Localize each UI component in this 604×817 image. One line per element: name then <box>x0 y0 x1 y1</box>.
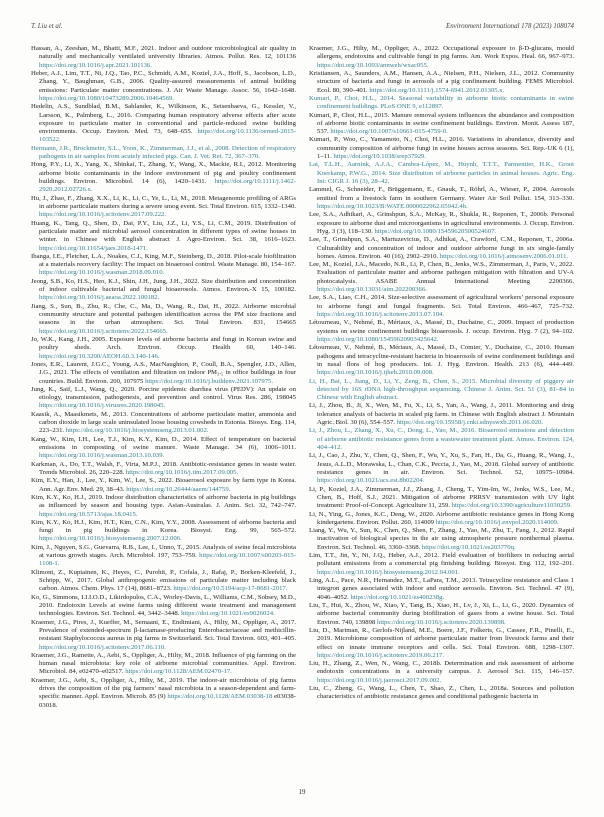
doi-link[interactable]: https://doi.org/10.5194/acp-17-8681-2017. <box>173 585 288 593</box>
doi-link[interactable]: https://doi.org/10.1111/j.1462-2920.2012.02726.x. <box>39 178 296 194</box>
reference-item <box>31 386 296 411</box>
doi-link[interactable]: https://doi.org/10.5713/ajas.18.0415. <box>39 510 138 518</box>
reference-text: Hu, J., Zhao, F., Zhang, X.X., Li, K., Li, C., Ye, L., Li, M., 2018. Metagenomic profiling of ARGs in airborne particulate matters during a severe smog event. Sci. Total Environ. 615, 1332–1340. <box>31 194 296 210</box>
doi-link[interactable]: https://doi.org/10.1016/j.biosystemseng.2012.04.001. <box>317 568 460 576</box>
reference-item <box>31 477 296 494</box>
doi-link[interactable]: https://doi.org/10.1016/j.ijheh.2010.09.008. <box>317 369 434 377</box>
doi-link[interactable]: https://doi.org/10.1016/j.buildenv.2021.107975. <box>145 377 274 385</box>
doi-link[interactable]: https://doi.org/10.1016/j.apr.2021.101136. <box>39 61 152 69</box>
reference-text: Lee, T., Grinshpun, S.A., Martuzevicius, D., Adhikai, A., Crawford, C.M., Reponen, T., 2006a. Culturability and concentration of indoor and outdoor airborne fungi in six single-family homes. Atmos. Environ. 40 (16), 2902–2910. <box>309 236 574 260</box>
doi-link[interactable]: https://doi.org/10.1128/AEM.03038-18 <box>167 693 273 701</box>
reference-text: Liu, D., Mariman, R., Gerlofs-Nijland, M.E., Boere, J.F., Folkerts, G., Cassee, F.R., Pinelli, E., 2019. Microbiome composition of airborne particulate matter from livestock farms and their effect on innate immune receptors and cells. Sci. Total Environ. 688, 1298–1307. <box>309 626 574 651</box>
reference-text: Jiang, S., Sun, B., Zhu, R., Che, C., Ma, D., Wang, R., Dai, H., 2022. Airborne microbial community structure and potential pathogen identification across the PM size fractions and seasons in the urban atmosphere. Sci. Total Environ. 831, 154665 <box>31 302 296 327</box>
reference-item <box>309 294 574 319</box>
reference-item <box>309 527 574 552</box>
reference-item <box>309 627 574 660</box>
doi-link[interactable]: https://doi.org/10.1016/j.tim.2017.09.005. <box>125 468 239 476</box>
reference-link[interactable]: Lai, T.L.H., Aarnink, A.J.A., Cambra-López, M., Huynh, T.T.T., Parmentier, H.K., Groot Koerkamp, P.W.G., 2014. Size distribution of airborne particles in animal houses. Agric. Eng. Int: CIGR J. 16 (3), 28–42. <box>309 161 574 185</box>
reference-item <box>31 195 296 220</box>
reference-item <box>31 677 296 710</box>
reference-item <box>309 186 574 211</box>
reference-text: Ling, A.L., Pace, N.R., Hernandez, M.T., LaPara, T.M., 2013. Tetracycline resistance and Class 1 integron genes associated with indoor and outdoor aerosols. Environ. Sci. Technol. 47 (9), 4046–4052. <box>309 577 574 601</box>
reference-item <box>31 336 296 361</box>
reference-text: Kraemer, J.G., Ramette, A., Aebi, S., Oppliger, A., Hilty, M., 2018. Influence of pig farming on the human nasal microbiota: key role of airborne microbial communities. Appl. Environ. Microbiol. 84, e02470–e02517. <box>31 651 296 676</box>
doi-link[interactable]: https://doi.org/10.1016/j.wasman.2018.09.010. <box>39 269 165 277</box>
doi-link[interactable]: https://doi.org/10.1128/AEM.02470-17. <box>125 668 232 676</box>
doi-link[interactable]: https://doi.org/10.1016/j.jaerosci.2017.09.002. <box>317 676 442 684</box>
reference-columns <box>31 45 574 710</box>
reference-text: Liu, C., Zheng, G., Wang, L., Chen, T., Shao, Z., Chen, L., 2018a. Sources and pollution characteristics of antibiotic resistance genes and conditional pathogenic bacteria in <box>309 685 574 701</box>
reference-text: Li, J., Zhou, B., Ji, X., Wen, M., Fu, X., Li, S., Yan, A., Wang, J., 2011. Monitoring and drug tolerance analysis of bacteria in scaled pig farm. in Chinese with English abstract J. Mountain Agric. Biol. 30 (6), 554–557. <box>309 402 574 427</box>
reference-text: Lee, S.A., Liao, C.H., 2014. Size-selective assessment of agricultural workers’ personal exposure to airborne fungi and fungal fragments. Sci. Total Environ. 466–467, 725–732. <box>309 294 574 310</box>
reference-text: Kang, W., Kim, I.H., Lee, T.J., Kim, K.Y., Kim, D., 2014. Effect of temperature on bacterial emissions in composting of swine manure. Waste Manage. 34 (6), 1006–1011. <box>31 435 296 451</box>
reference-item <box>309 552 574 577</box>
reference-item <box>31 220 296 253</box>
doi-link[interactable]: https://doi.org/10.1016/j.atmosenv.2006.01.011. <box>439 252 569 260</box>
reference-column-right <box>309 45 574 710</box>
reference-item <box>309 685 574 702</box>
reference-text: Kraemer, J.G., Aebi, S., Oppliger, A., Hilty, M., 2019. The indoor-air microbiota of pig farms drives the composition of the pig farmers’ nasal microbiota in a season-dependent and farm-specific manner. Appl. Environ. Microb. 85 (9) <box>31 676 296 701</box>
reference-item <box>309 161 574 186</box>
reference-text: Kraemer, J.G., Hilty, M., Oppliger, A., 2022. Occupational exposure to β-D-glucans, mould allergens, endotoxins and cultivable fungi in pig farms. Am. Work Expos. Heal. 66, 967–973. <box>309 45 574 61</box>
reference-item <box>31 70 296 103</box>
doi-link[interactable]: https://doi.org/10.1136/oemed-2015-103522. <box>39 128 296 144</box>
doi-link[interactable]: https://doi.org/10.1016/j.wasman.2013.10.039. <box>39 452 165 460</box>
reference-item <box>31 519 296 544</box>
doi-link[interactable]: https://doi.org/10.1080/15459620500524607. <box>374 227 497 235</box>
reference-item <box>31 436 296 461</box>
reference-link[interactable]: Hermann, J.R., Brockmeier, S.L., Yoon, K., Zimmerman, J.J., et al., 2008. Detection of respiratory pathogens in air samples from acutely infected pigs. Can. J. Vet. Ret. 72, 367–370. <box>31 144 296 161</box>
doi-link[interactable]: https://doi.org/10.1021/es9026024. <box>181 610 275 618</box>
doi-link[interactable]: https://doi.org/10.1016/j.scitotenv.2017.09.222. <box>39 211 167 219</box>
reference-item <box>309 660 574 685</box>
reference-link[interactable]: Kumari, P., Choi, H.L., 2014. Seasonal variability in airborne biotic contaminants in swine confinement buildings. PLoS ONE 9, e112897. <box>309 94 574 111</box>
reference-text: Lammel, G., Schneider, F., Brüggemann, E., Gnauk, T., Röhrl, A., Wieser, P., 2004. Aerosols emitted from a livestock farm in southern Germany. Water Air Soil Pollut. 154, 313–330. <box>309 186 574 202</box>
doi-link[interactable]: https://doi.org/10.1007/s10661-015-4759-0. <box>330 128 448 136</box>
reference-text: Liu, T., Hui, X., Zhou, W., Xiao, Y., Tang, B., Xiao, H., Lv, J., Xi, L., Li, G., 2020. Dynamics of airborne bacterial community during biofiltration of gases from a swine house. Sci. Total Environ. 740, 139898 <box>309 601 574 626</box>
doi-link[interactable]: https://doi.org/10.15958/j.cnki.sdnyswxb.2011.06.020. <box>396 419 544 427</box>
reference-text: Karkman, A., Do, T.T., Walsh, F., Virta, M.P.J., 2018. Antibiotic-resistance genes in waste water. Trends Microbiol. 26, 220–228. <box>31 460 296 476</box>
reference-item <box>309 319 574 344</box>
reference-item <box>31 253 296 278</box>
reference-item <box>309 112 574 137</box>
reference-text: Liang, Y., Wu, Y., Sun, K., Chen, Q., Shen, F., Zhang, J., Yao, M., Zhu, T., Fang, J., 2012. Rapid inactivation of biological species in the air using atmospheric pressure nonthermal plasma. Environ. Sci. Technol. 46, 3360–3368. <box>309 527 574 551</box>
reference-item <box>309 211 574 236</box>
reference-item <box>31 45 296 70</box>
doi-link[interactable]: https://doi.org/10.1016/j.virusres.2020.198045. <box>39 402 166 410</box>
reference-text: Li, N., Ying, G., Jones, K.C., Deng, W., 2020. Airborne antibiotic resistance genes in Hong Kong kindergartens. Environ. Pollut. 260, 114009 <box>309 510 574 526</box>
doi-link[interactable]: https://doi.org/10.3200/AEOH.60.3.140-146. <box>39 352 160 360</box>
reference-text: Kim, K.Y., Ko, H.J., Kim, H.T., Kim, C.N., Kim, Y.Y., 2008. Assessment of airborne bacteria and fungi in pig buildings in Korea. Biosyst. Eng. 99, 565–572. <box>31 518 296 535</box>
doi-link[interactable]: https://doi.org/10.1016/j.scitotenv.2020.139898. <box>377 618 506 626</box>
reference-item <box>309 452 574 485</box>
reference-item <box>31 652 296 677</box>
reference-text: Hedelin, A.S., Sundblad, B.M., Sahlander, K., Wilkinson, K., Seisenbaeva, G., Kessler, V., Larsson, K., Palmberg, L., 2016. Comparing human respiratory adverse effects after acute exposure to particulate matter in conventional and particle-reduced swine building environments. Occup. Environ. Med. 73, 648–655. <box>31 103 296 136</box>
reference-text: Létourneau, V., Nehmé, B., Mériaux, A., Massé, D., Comier, Y., Duchaine, C., 2010. Human pathogens and tetracycline-resistant bacteria in bioaerosols of swine confinement buildings and in nasal flora of hog producers. Int. J. Hyg. Environ. Health. 213 (6), 444–449. <box>309 344 574 368</box>
doi-link[interactable]: https://doi.org/10.1016/j.biosystemseng.2007.12.006. <box>39 535 182 543</box>
doi-link[interactable]: https://doi.org/10.1021/es203770q. <box>421 543 516 551</box>
doi-link[interactable]: https://doi.org/10.1016/j.scitotenv.2022.154665. <box>39 327 168 335</box>
reference-item <box>309 344 574 377</box>
reference-text: Kim, E.Y., Han, J., Lee, Y., Kim, W., Lee, S., 2022. Bioaerosol exposure by farm type in Korea. Ann. Agr. Env. Med. 29, 38–43. <box>31 477 296 493</box>
reference-item <box>309 95 574 112</box>
reference-item <box>31 619 296 652</box>
reference-tail: e03038-03018. <box>39 693 297 709</box>
reference-text: Heber, A.J., Lim, T.T., Ni, J.Q., Tao, P.C., Schmidt, A.M., Koziel, J.A., Hoff, S., Jacobson, L.D., Zhang, Y., Baughman, G.B., 2006. Quality-assured measurements of animal building emissions: Particulate matter concentrations. J. Air Waste Manage. Assoc. 56, 1642–1648. <box>31 69 296 94</box>
reference-item <box>31 461 296 478</box>
doi-link[interactable]: https://doi.org/10.1016/j.scitotenv.2019.06.217. <box>317 651 445 659</box>
reference-text: Hassan, A., Zeeshan, M., Bhatti, M.F., 2021. Indoor and outdoor microbiological air quality in naturally and mechanically ventilated university libraries. Atmos. Pollut. Res. 12, 101136 <box>31 45 296 61</box>
reference-item <box>31 544 296 569</box>
reference-text: Kumari, P., Choi, H.L., 2015. Manure removal system influences the abundance and composition of airborne biotic contaminants in swine confinement buildings. Environ. Monit. Assess 187, 537. <box>309 111 574 136</box>
reference-item <box>309 511 574 528</box>
reference-text: Ko, G., Simmons, I.I.I.O.D., Likirdopulos, C.A., Worley-Davis, L., Williams, C.M., Sobsey, M.D., 2010. Endotoxin Levels at swine farms using different waste treatment and management technologies. Environ. Sci. Technol. 44, 3442–3448. <box>31 593 296 618</box>
reference-item <box>31 411 296 436</box>
doi-link[interactable]: https://doi.org/10.3390/agriculture11030259. <box>451 502 572 510</box>
reference-text: Hong, P.Y., Li, X., Yang, X., Shinkai, T., Zhang, Y., Wang, X., Mackie, R.I., 2012. Monitoring airborne biotic contaminants in the indoor environment of pig and poultry confinement buildings. Environ. Microbiol. 14 (6), 1420–1431. <box>31 161 296 185</box>
doi-link[interactable]: https://doi.org/10.1111/j.1574-6941.2012.01305.x. <box>369 86 505 94</box>
reference-item <box>31 103 296 145</box>
doi-link[interactable]: https://doi.org/10.13031/aim.202200366. <box>317 286 427 294</box>
reference-item <box>309 45 574 70</box>
reference-item <box>309 402 574 427</box>
reference-text: Jung, K., Saif, L.J., Wang, Q., 2020. Porcine epidemic diarrhea virus (PEDV): An update on etiology, transmission, pathogenesis, and prevention and control. Virus Res. 286, 198045 <box>31 385 296 402</box>
reference-item <box>309 486 574 511</box>
reference-text: Jones, E.R., Laurent, J.G.C., Young, A.S., MacNaughton, P., Coull, B.A., Spengler, J.D., Allen, J.G., 2021. The effects of ventilation and filtration on indoor PM₂.₅ in office buildings in four countries. Build. Environ. 200, 107975 <box>31 360 296 385</box>
reference-text: Kim, K.Y., Ko, H.J., 2019. Indoor distribution characteristics of airborne bacteria in pig buildings as influenced by season and housing type. Asian-Australas. J. Anim. Sci. 32, 742–747. <box>31 493 296 510</box>
reference-link[interactable]: Li, J., Zhou, L., Zhang, X., Xu, C., Dong, L., Yao, M., 2016. Bioaerosol emissions and detection of airborne antibiotic resistance genes from a wastewater treatment plant. Atmos. Environ. 124, 404–412. <box>309 427 574 451</box>
reference-text: Kraemer, J.G., Pires, J., Kueffer, M., Semaani, E., Endimiani, A., Hilty, M., Oppliger, A., 2017. Prevalence of extended-spectrum β-lactamase-producing Enterobacteriaceae and methicillin-resistant Staphylococcus aureus in pig farms in Switzerland. Sci. Total Environ. 603, 401–405. <box>31 618 296 643</box>
doi-link[interactable]: https://doi.org/10.1080/10473289.2006.10464569. <box>39 94 174 102</box>
reference-text: Huang, K., Tang, Q., Shen, D., Dai, P.Y., Liu, J.Z., Li, Y.S., Li, C.M., 2019. Distribution of particulate matter and microbial aerosol concentration in different types of swine houses in winter. in Chinese with English abstract J. Agro-Environ. Sci. 38, 1616–1623. <box>31 219 296 244</box>
reference-item <box>31 569 296 594</box>
reference-item <box>309 602 574 627</box>
doi-link[interactable]: https://doi.org/10.1007/s00203-015-1108-1. <box>39 552 296 568</box>
doi-link[interactable]: https://doi.org/10.1038/srep37929. <box>333 153 427 161</box>
doi-link[interactable]: https://doi.org/10.1080/15459620903425642. <box>317 335 439 343</box>
reference-text: Lee, M., Koziel, J.A., Macedo, N.R., Li, P., Chen, B., Jenks, W.S., Zimmerman, J., Paris, V., 2022. Evaluation of particulate matter and airborne pathogen mitigation with filtration and UV-A photocatalysis. ASABE Annual International Meeting 2200366. <box>309 261 574 285</box>
reference-item <box>309 378 574 403</box>
reference-text: Jo, W.K., Kang, J.H., 2005. Exposure levels of airborne bacteria and fungi in Korean swine and poultry sheds. Arch. Environ. Occup. Health 60, 140–146. <box>31 335 296 352</box>
doi-link[interactable]: https://doi.org/10.1016/j.biosystemseng.2013.01.002. <box>65 427 209 435</box>
reference-text: Liu, H., Zhang, Z., Wen, N., Wang, C., 2018b. Determination and risk assessment of airborne endotoxin concentrations in a university campus. J. Aerosol Sci. 115, 146–157. <box>309 660 574 676</box>
reference-text: Kumari, P., Woo, C., Yamamoto, N., Choi, H.L., 2016. Variations in abundance, diversity and community composition of airborne fungi in swine houses across seasons. Sci. Rep.-UK 6 (1), 1–11. <box>309 136 574 161</box>
reference-text: Li, J., Cao, J., Zhu, Y., Chen, Q., Shen, F., Wu, Y., Xu, S., Fan, H., Da, G., Huang, R., Wang, J., Jesus, A.L.D., Morawska, L., Chan, C.K., Peccia, J., Yao, M., 2018. Global survey of antibiotic resistance genes in air. Environ. Sci. Technol. 52, 10975–10984. <box>309 452 574 476</box>
doi-link[interactable]: https://doi.org/10.1021/acs.est.8b02204. <box>317 477 425 485</box>
reference-column-left <box>31 45 296 710</box>
reference-item <box>31 278 296 303</box>
reference-item <box>31 145 296 162</box>
doi-link[interactable]: https://doi.org/10.1016/j.aeaoa.2022.100182. <box>39 294 160 302</box>
reference-item <box>309 577 574 602</box>
doi-link[interactable]: https://doi.org/10.1021/es400238g. <box>350 593 445 601</box>
reference-item <box>309 261 574 294</box>
reference-item <box>309 427 574 452</box>
doi-link[interactable]: https://doi.org/10.26444/aaem/144759. <box>126 485 231 493</box>
reference-text: Klimont, Z., Kupiainen, K., Heyes, C., Purohit, P., Cofala, J., Rafaj, P., Borken-Kleefeld, J., Schöpp, W., 2017. Global anthropogenic emissions of particulate matter including black carbon. Atmos. Chem. Phys. 17 (14), 8681–8723. <box>31 568 296 593</box>
reference-item <box>309 70 574 95</box>
reference-text: Lee, S.A., Adhikari, A., Grinshpun, S.A., McKay, R., Shukla, R., Reponen, T., 2006b. Personal exposure to airborne dust and microorganisms in agricultural environments. J. Occup. Environ. Hyg. 3 (3), 118–130. <box>309 211 574 235</box>
running-head <box>31 23 574 30</box>
reference-item <box>31 303 296 336</box>
reference-text: Kim, J., Nguyen, S.G., Guevarra, R.B., Lee, I., Unno, T., 2015. Analysis of swine fecal microbiota at various growth stages. Arch. Microbiol. 197, 753–759. <box>31 543 296 560</box>
reference-item <box>309 136 574 161</box>
doi-link[interactable]: https://doi.org/10.1023/B:WATE.0000022962.65942.4b. <box>317 202 468 210</box>
reference-text: Kristiansen, A., Saunders, A.M., Hansen, A.A., Nielsen, P.H., Nielsen, J.L., 2012. Community structure of bacteria and fungi in aerosols of a pig confinement building. FEMS Microbiol. Ecol. 80, 390–401. <box>309 69 574 94</box>
doi-link[interactable]: https://doi.org/10.1093/annweh/wxac055. <box>317 61 429 69</box>
reference-item <box>31 594 296 619</box>
page-number: 19 <box>298 789 306 796</box>
running-head-authors: T. Liu et al. <box>31 23 63 30</box>
reference-text: Ibanga, I.E., Fletcher, L.A., Noakes, C.J., King, M.F., Steinberg, D., 2018. Pilot-scale biofiltration at a materials recovery facility: The impact on bioaerosol control. Waste Manage. 80, 154–167. <box>31 252 296 269</box>
reference-text: Lim, T.T., Jin, Y., Ni, J.Q., Heber, A.J., 2012. Field evaluation of biofilters in reducing aerial pollutant emissions from a commercial pig finishing building. Biosyst. Eng. 112, 192–201. <box>309 552 574 568</box>
reference-item <box>31 494 296 519</box>
reference-text: Li, P., Koziel, J.A., Zimmerman, J.J., Zhang, J., Cheng, T., Yim-Im, W., Jenks, W.S., Lee, M., Chen, B., Hoff, S.J., 2021. Mitigation of airborne PRRSV transmission with UV light treatment: Proof-of-Concept. Agriculture 11, 259. <box>309 485 574 510</box>
doi-link[interactable]: https://doi.org/10.1016/j.scitotenv.2013.07.104. <box>317 311 445 318</box>
reference-item <box>31 361 296 386</box>
reference-text: Kaasik, A., Maasikmets, M., 2013. Concentrations of airborne particulate matter, ammonia and carbon dioxide in large scale uninsulated loose housing cowsheds in Estonia. Biosys. Eng. 114, 223–231. <box>31 410 296 435</box>
reference-link[interactable]: Li, H., Bai, L., Jiang, D., Li, Y., Zeng, B., Chen, S., 2015. Microbial diversity of piggery air detected by 16S rDNA high-throughput sequencing. Chinese J. Anim. Sci. 51 (3), 81–84 in Chinese with English abstract. <box>309 377 574 402</box>
doi-link[interactable]: https://doi.org/10.1016/j.scitotenv.2017.06.110. <box>39 643 166 651</box>
reference-item <box>309 236 574 261</box>
doi-link[interactable]: https://doi.org/10.1016/j.envpol.2020.114009. <box>435 518 559 526</box>
doi-link[interactable]: https://doi.org/10.11654/jaes.2018-1471. <box>39 244 148 252</box>
reference-text: Létourneau, V., Nehmé, B., Mériaux, A., Massé, D., Duchaine, C., 2009. Impact of production systems on swine confinement buildings bioaerosols. J. occup. Environ. Hyg. 7 (2), 94–102. <box>309 319 574 335</box>
reference-item <box>31 161 296 194</box>
reference-text: Jeong, S.B., Ko, H.S., Heo, K.J., Shin, J.H., Jung, J.H., 2022. Size distribution and concentration of indoor cultivable bacterial and fungal bioaerosols. Atmos. Environ.-X 15, 100182. <box>31 277 296 294</box>
running-head-journal: Environment International 178 (2023) 108074 <box>446 23 574 30</box>
